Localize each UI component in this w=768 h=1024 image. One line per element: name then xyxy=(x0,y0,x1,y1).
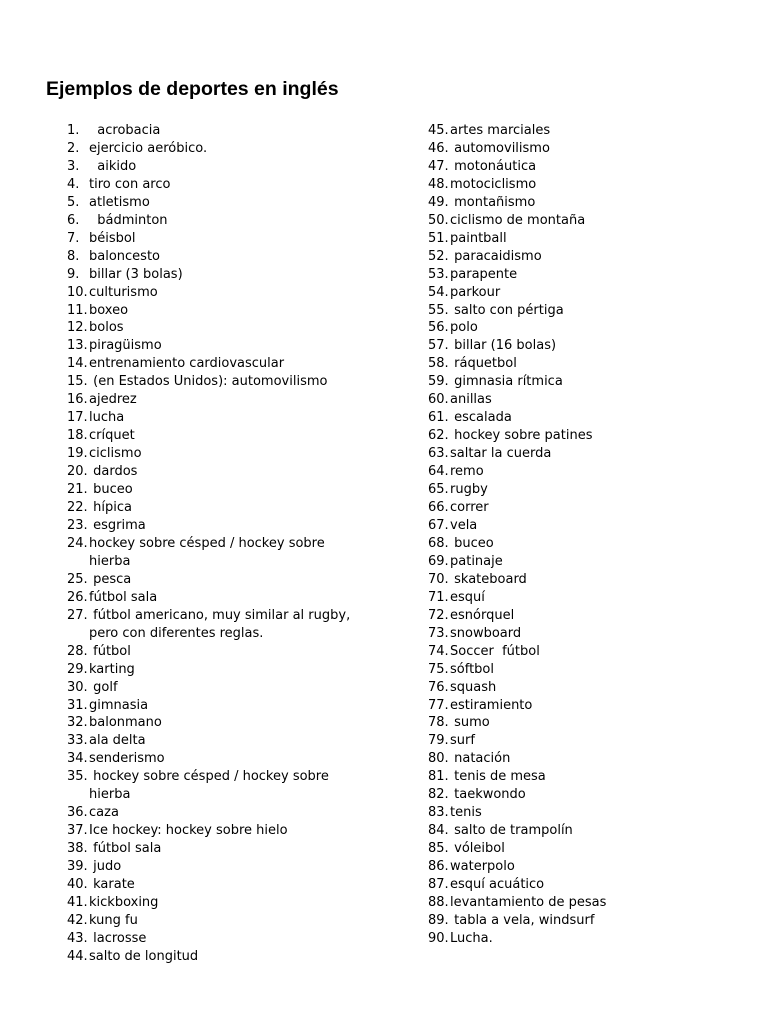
list-item xyxy=(428,499,728,517)
list-item-number: 32. xyxy=(67,715,88,731)
list-item xyxy=(67,122,387,140)
list-item xyxy=(428,643,728,661)
list-item-text: automovilismo xyxy=(450,140,550,156)
list-item-number: 14. xyxy=(67,356,88,372)
list-item-text: parkour xyxy=(450,284,501,300)
list-item-text: hierba xyxy=(89,787,131,803)
list-item-number: 5. xyxy=(67,194,80,210)
list-item-text: snowboard xyxy=(450,625,522,641)
list-item xyxy=(428,750,728,768)
list-item-text: esnórquel xyxy=(450,607,515,623)
list-item-text: montañismo xyxy=(450,194,536,210)
list-item-number: 83. xyxy=(428,805,449,821)
list-item-text: tiro con arco xyxy=(89,176,171,192)
list-item-text: fútbol americano, muy similar al rugby, xyxy=(89,607,351,623)
list-item-text: karate xyxy=(89,877,135,893)
list-item-number: 80. xyxy=(428,751,449,767)
list-item xyxy=(67,391,387,409)
list-item xyxy=(67,499,387,517)
list-item xyxy=(428,373,728,391)
list-item xyxy=(428,840,728,858)
list-item-number: 70. xyxy=(428,571,449,587)
list-item-number: 71. xyxy=(428,589,449,605)
list-item-number: 59. xyxy=(428,374,449,390)
list-item xyxy=(428,355,728,373)
list-item-text: gimnasia rítmica xyxy=(450,374,563,390)
list-item-text: hockey sobre césped / hockey sobre xyxy=(89,535,325,551)
list-item-number: 49. xyxy=(428,194,449,210)
list-item-text: críquet xyxy=(89,428,135,444)
list-item-number: 44. xyxy=(67,948,88,964)
list-item xyxy=(67,176,387,194)
list-item xyxy=(67,822,387,840)
list-item xyxy=(67,319,387,337)
list-item-text: hípica xyxy=(89,500,132,516)
list-item xyxy=(67,284,387,302)
list-item-number: 67. xyxy=(428,517,449,533)
list-item-number: 6. xyxy=(67,212,80,228)
list-item-text: piragüismo xyxy=(89,338,162,354)
list-item xyxy=(428,158,728,176)
list-item-number: 69. xyxy=(428,553,449,569)
list-item-number: 37. xyxy=(67,823,88,839)
list-item xyxy=(67,140,387,158)
list-item xyxy=(428,661,728,679)
list-item xyxy=(67,607,387,625)
list-item xyxy=(67,230,387,248)
list-item-number: 18. xyxy=(67,428,88,444)
list-item-text: skateboard xyxy=(450,571,527,587)
sports-list-left-column xyxy=(67,122,387,966)
list-item xyxy=(428,212,728,230)
list-item-text: lacrosse xyxy=(89,930,147,946)
list-item-text: anillas xyxy=(450,392,492,408)
list-item-number: 42. xyxy=(67,912,88,928)
list-item xyxy=(67,194,387,212)
list-item-text: rugby xyxy=(450,482,488,498)
list-item-text: billar (16 bolas) xyxy=(450,338,557,354)
list-item-number: 46. xyxy=(428,140,449,156)
list-item-number: 36. xyxy=(67,805,88,821)
list-item-text: hockey sobre césped / hockey sobre xyxy=(89,769,329,785)
list-item xyxy=(67,930,387,948)
list-item xyxy=(67,355,387,373)
list-item xyxy=(67,804,387,822)
list-item-number: 12. xyxy=(67,320,88,336)
list-item-text: judo xyxy=(89,859,122,875)
list-item xyxy=(428,679,728,697)
list-item-number: 4. xyxy=(67,176,80,192)
list-item-text: ala delta xyxy=(89,733,146,749)
list-item-number: 15. xyxy=(67,374,88,390)
list-item-number: 88. xyxy=(428,894,449,910)
list-item xyxy=(67,409,387,427)
list-item-number: 34. xyxy=(67,751,88,767)
list-item-number: 39. xyxy=(67,859,88,875)
list-item-text: caza xyxy=(89,805,119,821)
list-item-text: gimnasia xyxy=(89,697,149,713)
list-item-text: hockey sobre patines xyxy=(450,428,593,444)
list-item-number: 27. xyxy=(67,607,88,623)
list-item-text: parapente xyxy=(450,266,518,282)
list-item xyxy=(428,786,728,804)
page-title: Ejemplos de deportes en inglés xyxy=(46,78,339,100)
list-item-number: 20. xyxy=(67,464,88,480)
list-item-text: polo xyxy=(450,320,478,336)
list-item xyxy=(67,427,387,445)
list-item xyxy=(67,661,387,679)
list-item-text: salto de trampolín xyxy=(450,823,573,839)
list-item-text: paracaidismo xyxy=(450,248,542,264)
list-item-text: levantamiento de pesas xyxy=(450,894,607,910)
list-item-text: (en Estados Unidos): automovilismo xyxy=(89,374,328,390)
list-item-number: 17. xyxy=(67,410,88,426)
list-item-text: pero con diferentes reglas. xyxy=(89,625,264,641)
list-item xyxy=(428,625,728,643)
list-item-number: 7. xyxy=(67,230,80,246)
list-item-number: 31. xyxy=(67,697,88,713)
list-item-number: 26. xyxy=(67,589,88,605)
list-item-text: vóleibol xyxy=(450,841,505,857)
list-item-number: 75. xyxy=(428,661,449,677)
list-item-number: 8. xyxy=(67,248,80,264)
list-item-number: 54. xyxy=(428,284,449,300)
list-item-text: golf xyxy=(89,679,118,695)
list-item-text: billar (3 bolas) xyxy=(89,266,183,282)
list-item-text: salto de longitud xyxy=(89,948,199,964)
list-item-number: 84. xyxy=(428,823,449,839)
list-item xyxy=(428,571,728,589)
list-item-number: 90. xyxy=(428,930,449,946)
list-item xyxy=(67,697,387,715)
list-item xyxy=(67,589,387,607)
sports-list-right-column xyxy=(428,122,728,948)
list-item xyxy=(67,750,387,768)
list-item xyxy=(67,463,387,481)
list-item xyxy=(67,266,387,284)
list-item-number: 55. xyxy=(428,302,449,318)
list-item-text: atletismo xyxy=(89,194,150,210)
list-item-text: vela xyxy=(450,517,478,533)
list-item-text: kung fu xyxy=(89,912,138,928)
list-item-number: 66. xyxy=(428,500,449,516)
list-item-text: bádminton xyxy=(89,212,168,228)
list-item xyxy=(67,840,387,858)
list-item-number: 61. xyxy=(428,410,449,426)
list-item-text: ciclismo de montaña xyxy=(450,212,586,228)
list-item xyxy=(428,230,728,248)
list-item-number: 65. xyxy=(428,482,449,498)
list-item-text: balonmano xyxy=(89,715,162,731)
list-item-number: 53. xyxy=(428,266,449,282)
list-item-number: 13. xyxy=(67,338,88,354)
list-item-number: 89. xyxy=(428,912,449,928)
list-item xyxy=(67,248,387,266)
list-item-text: remo xyxy=(450,464,484,480)
list-item xyxy=(67,212,387,230)
list-item-number: 3. xyxy=(67,158,80,174)
list-item-number: 33. xyxy=(67,733,88,749)
list-item-text: Lucha. xyxy=(450,930,493,946)
list-item-number: 57. xyxy=(428,338,449,354)
list-item xyxy=(428,302,728,320)
list-item-number: 30. xyxy=(67,679,88,695)
list-item-text: natación xyxy=(450,751,511,767)
list-item-number: 60. xyxy=(428,392,449,408)
list-item-text: tenis xyxy=(450,805,482,821)
list-item-text: karting xyxy=(89,661,135,677)
list-item-number: 24. xyxy=(67,535,88,551)
list-item xyxy=(428,445,728,463)
list-item xyxy=(428,122,728,140)
list-item xyxy=(67,535,387,553)
list-item-number: 1. xyxy=(67,123,80,138)
list-item-number: 35. xyxy=(67,769,88,785)
list-item-text: tenis de mesa xyxy=(450,769,546,785)
list-item-number: 81. xyxy=(428,769,449,785)
list-item-text: paintball xyxy=(450,230,507,246)
list-item xyxy=(428,248,728,266)
list-item-text: senderismo xyxy=(89,751,165,767)
list-item xyxy=(67,894,387,912)
list-item xyxy=(67,517,387,535)
list-item xyxy=(428,822,728,840)
list-item xyxy=(428,589,728,607)
list-item-text: taekwondo xyxy=(450,787,526,803)
list-item-text: acrobacia xyxy=(89,123,161,138)
list-item-text: fútbol sala xyxy=(89,841,162,857)
list-item xyxy=(67,768,387,786)
list-item xyxy=(67,858,387,876)
list-item-text: esgrima xyxy=(89,517,146,533)
list-item xyxy=(428,912,728,930)
list-item-number: 2. xyxy=(67,140,80,156)
list-item xyxy=(67,373,387,391)
list-item-number: 45. xyxy=(428,123,449,138)
list-item-number: 62. xyxy=(428,428,449,444)
list-item-text: correr xyxy=(450,500,489,516)
list-item-number: 82. xyxy=(428,787,449,803)
list-item-number: 10. xyxy=(67,284,88,300)
list-item-number: 77. xyxy=(428,697,449,713)
list-item-text: lucha xyxy=(89,410,125,426)
list-item-number: 23. xyxy=(67,517,88,533)
list-item-number: 64. xyxy=(428,464,449,480)
list-item xyxy=(428,266,728,284)
list-item-number: 68. xyxy=(428,535,449,551)
list-item xyxy=(428,427,728,445)
list-item-text: baloncesto xyxy=(89,248,160,264)
list-item-text: escalada xyxy=(450,410,512,426)
list-item-number: 72. xyxy=(428,607,449,623)
list-item-text: aikido xyxy=(89,158,137,174)
list-item-number: 9. xyxy=(67,266,80,282)
list-item-number: 48. xyxy=(428,176,449,192)
list-item xyxy=(67,786,387,804)
list-item-number: 85. xyxy=(428,841,449,857)
list-item-text: patinaje xyxy=(450,553,503,569)
list-item-text: buceo xyxy=(89,482,133,498)
list-item-number: 79. xyxy=(428,733,449,749)
list-item-number: 78. xyxy=(428,715,449,731)
list-item xyxy=(428,804,728,822)
list-item-number: 74. xyxy=(428,643,449,659)
list-item-text: boxeo xyxy=(89,302,129,318)
list-item-number: 22. xyxy=(67,500,88,516)
list-item-number: 43. xyxy=(67,930,88,946)
list-item-text: saltar la cuerda xyxy=(450,446,552,462)
list-item-number: 76. xyxy=(428,679,449,695)
list-item-text: artes marciales xyxy=(450,123,551,138)
list-item-text: salto con pértiga xyxy=(450,302,564,318)
list-item xyxy=(428,768,728,786)
list-item-number: 50. xyxy=(428,212,449,228)
list-item xyxy=(67,571,387,589)
list-item-text: estiramiento xyxy=(450,697,533,713)
list-item xyxy=(428,284,728,302)
list-item-text: motonáutica xyxy=(450,158,537,174)
list-item-number: 11. xyxy=(67,302,88,318)
list-item-number: 38. xyxy=(67,841,88,857)
list-item-text: Soccer fútbol xyxy=(450,643,540,659)
list-item-number: 52. xyxy=(428,248,449,264)
list-item xyxy=(67,732,387,750)
list-item xyxy=(428,607,728,625)
list-item-number: 51. xyxy=(428,230,449,246)
list-item-number: 28. xyxy=(67,643,88,659)
list-item xyxy=(67,679,387,697)
list-item xyxy=(67,445,387,463)
list-item xyxy=(428,553,728,571)
list-item-number: 41. xyxy=(67,894,88,910)
list-item-number: 25. xyxy=(67,571,88,587)
list-item xyxy=(428,894,728,912)
list-item xyxy=(67,481,387,499)
list-item-number: 73. xyxy=(428,625,449,641)
list-item xyxy=(428,194,728,212)
list-item-number: 47. xyxy=(428,158,449,174)
list-item-text: hierba xyxy=(89,553,131,569)
list-item-number: 40. xyxy=(67,877,88,893)
list-item xyxy=(67,158,387,176)
list-item-number: 19. xyxy=(67,446,88,462)
list-item xyxy=(428,409,728,427)
list-item xyxy=(428,481,728,499)
list-item xyxy=(67,948,387,966)
list-item-number: 16. xyxy=(67,392,88,408)
list-item xyxy=(67,337,387,355)
list-item xyxy=(67,625,387,643)
list-item xyxy=(428,858,728,876)
list-item-text: waterpolo xyxy=(450,859,515,875)
list-item xyxy=(428,337,728,355)
list-item xyxy=(428,732,728,750)
list-item xyxy=(428,463,728,481)
list-item-text: tabla a vela, windsurf xyxy=(450,912,595,928)
list-item-text: ciclismo xyxy=(89,446,142,462)
list-item-text: surf xyxy=(450,733,475,749)
list-item xyxy=(428,517,728,535)
list-item-text: ajedrez xyxy=(89,392,137,408)
list-item-text: Ice hockey: hockey sobre hielo xyxy=(89,823,288,839)
list-item xyxy=(428,876,728,894)
list-item xyxy=(67,643,387,661)
list-item xyxy=(67,912,387,930)
list-item-number: 21. xyxy=(67,482,88,498)
list-item-number: 29. xyxy=(67,661,88,677)
list-item-text: ejercicio aeróbico. xyxy=(89,140,208,156)
list-item-text: pesca xyxy=(89,571,132,587)
list-item-text: entrenamiento cardiovascular xyxy=(89,356,285,372)
list-item xyxy=(428,391,728,409)
list-item-text: culturismo xyxy=(89,284,158,300)
list-item xyxy=(67,302,387,320)
list-item-number: 87. xyxy=(428,877,449,893)
list-item xyxy=(428,535,728,553)
list-item-text: dardos xyxy=(89,464,138,480)
list-item-text: bolos xyxy=(89,320,124,336)
list-item-number: 56. xyxy=(428,320,449,336)
list-item-text: fútbol sala xyxy=(89,589,158,605)
list-item-text: esquí xyxy=(450,589,485,605)
list-item xyxy=(428,930,728,948)
list-item-text: fútbol xyxy=(89,643,131,659)
list-item xyxy=(428,176,728,194)
list-item-number: 63. xyxy=(428,446,449,462)
list-item xyxy=(67,876,387,894)
list-item-text: ráquetbol xyxy=(450,356,517,372)
list-item-number: 86. xyxy=(428,859,449,875)
list-item-number: 58. xyxy=(428,356,449,372)
list-item-text: kickboxing xyxy=(89,894,159,910)
list-item-text: sóftbol xyxy=(450,661,494,677)
list-item-text: esquí acuático xyxy=(450,877,545,893)
list-item xyxy=(428,714,728,732)
list-item xyxy=(428,319,728,337)
list-item-text: buceo xyxy=(450,535,494,551)
list-item-text: squash xyxy=(450,679,497,695)
list-item-text: motociclismo xyxy=(450,176,537,192)
list-item xyxy=(428,697,728,715)
list-item-text: sumo xyxy=(450,715,490,731)
list-item xyxy=(428,140,728,158)
list-item xyxy=(67,714,387,732)
list-item xyxy=(67,553,387,571)
list-item-text: béisbol xyxy=(89,230,136,246)
